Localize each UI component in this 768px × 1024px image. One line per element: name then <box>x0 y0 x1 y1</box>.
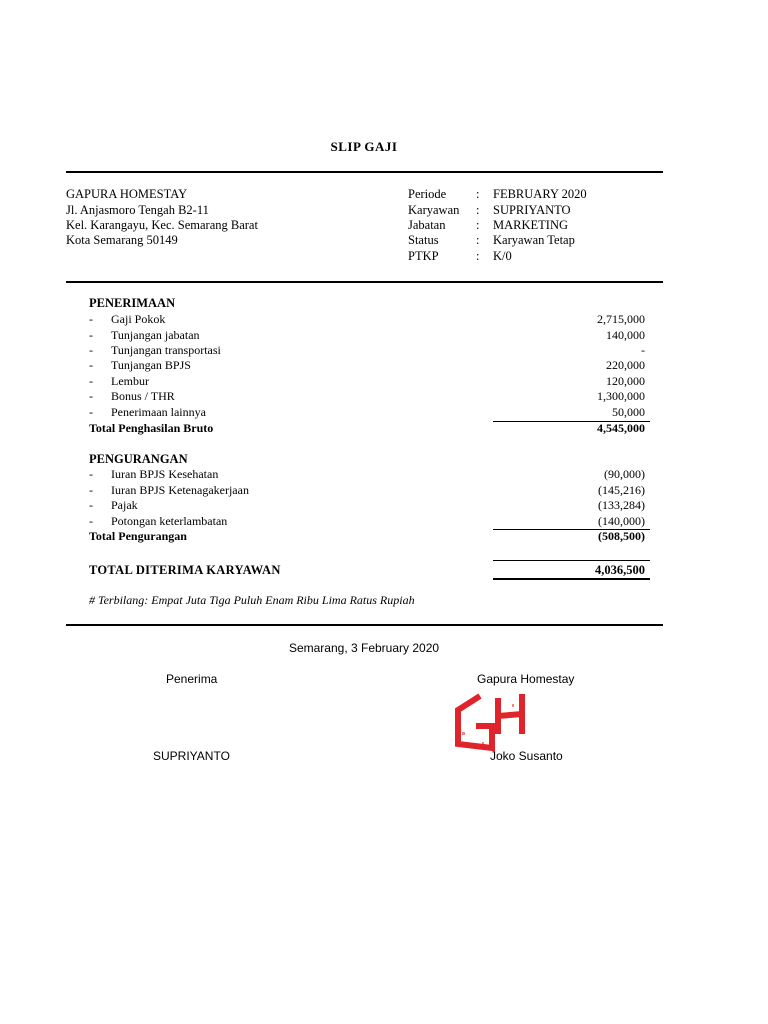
deductions-heading: PENGURANGAN <box>89 452 188 466</box>
row-label: Penerimaan lainnya <box>111 405 206 419</box>
info-label: Jabatan <box>408 218 446 232</box>
row-label: Iuran BPJS Kesehatan <box>111 467 219 481</box>
receiver-name: SUPRIYANTO <box>153 749 230 763</box>
deductions-total-amount: (508,500) <box>598 529 645 543</box>
deductions-total-label: Total Pengurangan <box>89 529 187 543</box>
row-amount: 140,000 <box>606 328 645 342</box>
earning-row <box>89 405 648 420</box>
info-value: SUPRIYANTO <box>493 203 571 217</box>
deduction-row <box>89 467 648 482</box>
info-row-karyawan <box>408 203 668 218</box>
row-label: Pajak <box>111 498 138 512</box>
grand-total-label: TOTAL DITERIMA KARYAWAN <box>89 563 281 577</box>
row-label: Bonus / THR <box>111 389 175 403</box>
earning-row <box>89 389 648 404</box>
row-amount: (90,000) <box>604 467 645 481</box>
row-dash: - <box>89 498 93 512</box>
row-amount: 50,000 <box>612 405 645 419</box>
info-separator: : <box>476 233 480 247</box>
amount-in-words: # Terbilang: Empat Juta Tiga Puluh Enam Ribu Lima Ratus Rupiah <box>89 593 415 607</box>
row-dash: - <box>89 312 93 326</box>
row-dash: - <box>89 343 93 357</box>
row-amount: - <box>641 343 645 357</box>
deductions-total-row <box>89 529 648 544</box>
earnings-total-amount: 4,545,000 <box>597 421 645 435</box>
deduction-row <box>89 483 648 498</box>
info-row-periode <box>408 187 668 202</box>
row-label: Gaji Pokok <box>111 312 166 326</box>
row-amount: (140,000) <box>598 514 645 528</box>
company-name: GAPURA HOMESTAY <box>66 187 188 201</box>
info-label: PTKP <box>408 249 439 263</box>
row-label: Potongan keterlambatan <box>111 514 228 528</box>
row-dash: - <box>89 328 93 342</box>
grand-total-row <box>89 562 648 578</box>
row-dash: - <box>89 405 93 419</box>
info-label: Karyawan <box>408 203 460 217</box>
row-label: Iuran BPJS Ketenagakerjaan <box>111 483 249 497</box>
document-title: SLIP GAJI <box>330 139 398 154</box>
row-amount: 1,300,000 <box>597 389 645 403</box>
info-value: FEBRUARY 2020 <box>493 187 587 201</box>
info-separator: : <box>476 203 480 217</box>
row-dash: - <box>89 467 93 481</box>
row-label: Tunjangan transportasi <box>111 343 221 357</box>
footer-divider <box>66 624 663 626</box>
row-label: Lembur <box>111 374 149 388</box>
grand-total-top-line <box>493 560 650 561</box>
deduction-row <box>89 498 648 513</box>
row-amount: 120,000 <box>606 374 645 388</box>
grand-total-amount: 4,036,500 <box>595 563 645 577</box>
row-dash: - <box>89 374 93 388</box>
earning-row <box>89 328 648 343</box>
info-separator: : <box>476 187 480 201</box>
row-dash: - <box>89 358 93 372</box>
row-label: Tunjangan jabatan <box>111 328 200 342</box>
gh-stamp-logo-icon <box>452 686 532 756</box>
row-dash: - <box>89 514 93 528</box>
deduction-row <box>89 514 648 529</box>
info-row-ptkp <box>408 249 668 264</box>
company-address-3: Kota Semarang 50149 <box>66 233 178 247</box>
place-date: Semarang, 3 February 2020 <box>288 641 440 655</box>
row-amount: (145,216) <box>598 483 645 497</box>
info-label: Status <box>408 233 439 247</box>
earnings-heading: PENERIMAAN <box>89 296 176 310</box>
section-divider <box>66 281 663 283</box>
info-separator: : <box>476 249 480 263</box>
earning-row <box>89 358 648 373</box>
signer-name: Joko Susanto <box>490 749 563 763</box>
grand-total-underline <box>493 578 650 580</box>
row-amount: (133,284) <box>598 498 645 512</box>
earning-row <box>89 343 648 358</box>
earnings-total-row <box>89 421 648 436</box>
earning-row <box>89 312 648 327</box>
company-signer-label: Gapura Homestay <box>477 672 575 686</box>
receiver-label: Penerima <box>166 672 218 686</box>
row-amount: 2,715,000 <box>597 312 645 326</box>
info-value: Karyawan Tetap <box>493 233 575 247</box>
company-address-1: Jl. Anjasmoro Tengah B2-11 <box>66 203 209 217</box>
company-address-2: Kel. Karangayu, Kec. Semarang Barat <box>66 218 258 232</box>
row-amount: 220,000 <box>606 358 645 372</box>
row-dash: - <box>89 483 93 497</box>
info-value: MARKETING <box>493 218 568 232</box>
earnings-total-label: Total Penghasilan Bruto <box>89 421 214 435</box>
info-value: K/0 <box>493 249 512 263</box>
info-row-status <box>408 233 668 248</box>
row-label: Tunjangan BPJS <box>111 358 191 372</box>
header-divider <box>66 171 663 173</box>
info-separator: : <box>476 218 480 232</box>
earning-row <box>89 374 648 389</box>
info-row-jabatan <box>408 218 668 233</box>
row-dash: - <box>89 389 93 403</box>
info-label: Periode <box>408 187 447 201</box>
